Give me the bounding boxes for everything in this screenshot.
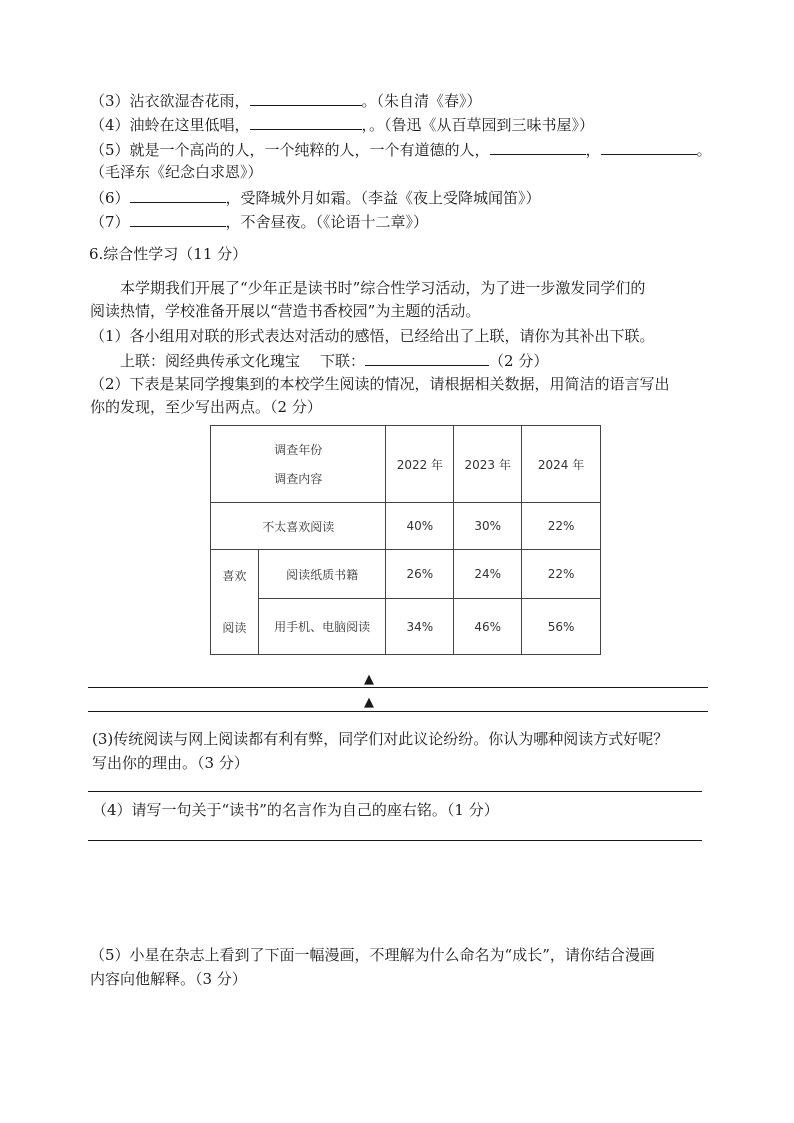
year-2023: 2023 年 (454, 426, 522, 503)
q6-heading: 6.综合性学习（11 分） (89, 245, 248, 263)
q5-item-6 (90, 187, 541, 208)
q6-intro-line-2: 阅读热情，学校准备开展以“营造书香校园”为主题的活动。 (90, 302, 481, 320)
year-2022: 2022 年 (386, 426, 454, 503)
q5-item-7-blank[interactable] (130, 211, 226, 227)
q6-sub2-line-1: （2）下表是某同学搜集到的本校学生阅读的情况，请根据相关数据，用简洁的语言写出 (90, 375, 670, 393)
header-content-label: 调查内容 (274, 472, 323, 486)
q5-item-5-blank-2[interactable] (601, 139, 697, 155)
q6-sub4-answer-line[interactable] (88, 840, 702, 841)
cell-value: 56% (522, 599, 601, 655)
q5-item-5-end: 。 (696, 141, 712, 159)
q6-sub3-line-1: (3)传统阅读与网上阅读都有利有弊，同学们对此议论纷纷。你认为哪种阅读方式好呢？ (92, 730, 669, 748)
cell-value: 22% (522, 550, 601, 599)
table-row (211, 503, 601, 550)
q6-intro-line-1: 本学期我们开展了“少年正是读书时”综合性学习活动，为了进一步激发同学们的 (120, 279, 646, 297)
row-label-digital: 用手机、电脑阅读 (258, 599, 386, 655)
cell-value: 30% (454, 503, 522, 550)
q6-sub1-couplet (120, 350, 548, 371)
q5-item-4 (90, 114, 594, 135)
q5-item-5 (90, 139, 712, 160)
q5-item-4-source: ，。（鲁迅《从百草园到三味书屋》） (361, 116, 595, 134)
cell-value: 40% (386, 503, 454, 550)
q5-item-5-source: （毛泽东《纪念白求恩》） (90, 163, 263, 181)
q5-item-5-comma: ， (585, 141, 601, 159)
q5-item-4-prompt: （4）油蛉在这里低唱， (90, 116, 250, 134)
q5-item-7-source: ，不舍昼夜。（《论语十二章》） (225, 213, 429, 231)
cell-value: 26% (386, 550, 454, 599)
answer-line-2[interactable] (88, 711, 708, 712)
q5-item-3-prompt: （3）沾衣欲湿杏花雨， (90, 92, 250, 110)
q6-sub3-answer-line[interactable] (88, 791, 702, 792)
cell-value: 46% (454, 599, 522, 655)
q5-item-3-blank[interactable] (250, 90, 362, 106)
q5-item-7 (90, 211, 428, 232)
q5-item-5-prompt: （5）就是一个高尚的人，一个纯粹的人，一个有道德的人， (90, 141, 490, 159)
q5-item-7-prompt: （7） (90, 213, 130, 231)
q6-sub1-score: （2 分） (489, 352, 549, 370)
cell-value: 22% (522, 503, 601, 550)
q6-sub4-prompt: （4）请写一句关于“读书”的名言作为自己的座右铭。（1 分） (92, 801, 499, 819)
q5-item-6-source: ，受降城外月如霜。（李益《夜上受降城闻笛》） (225, 189, 541, 207)
q6-lower-couplet-label: 下联： (320, 352, 366, 370)
answer-line-1[interactable] (88, 687, 708, 688)
table-header-row (211, 426, 601, 503)
q5-item-3-source: 。（朱自清《春》） (361, 92, 482, 110)
q5-item-5-blank-1[interactable] (490, 139, 586, 155)
row-label-paper: 阅读纸质书籍 (258, 550, 386, 599)
year-2024: 2024 年 (522, 426, 601, 503)
q6-sub1-prompt: （1）各小组用对联的形式表达对活动的感悟，已经给出了上联，请你为其补出下联。 (90, 327, 655, 345)
row-label-dislike: 不太喜欢阅读 (211, 503, 386, 550)
q5-item-4-blank[interactable] (250, 114, 362, 130)
q6-sub5-line-2: 内容向他解释。（3 分） (90, 970, 247, 988)
table-row (211, 550, 601, 599)
q5-item-3 (90, 90, 482, 111)
header-year-label: 调查年份 (274, 443, 323, 457)
table-row (211, 599, 601, 655)
q6-upper-couplet: 上联：阅经典传承文化瑰宝 (120, 352, 301, 370)
answer-marker-2: ▲ (364, 695, 374, 710)
group-label-like-reading: 喜欢 阅读 (211, 550, 259, 655)
q5-item-6-prompt: （6） (90, 189, 130, 207)
q6-sub3-line-2: 写出你的理由。（3 分） (92, 754, 249, 772)
cell-value: 34% (386, 599, 454, 655)
q6-sub5-line-1: （5）小星在杂志上看到了下面一幅漫画，不理解为什么命名为“成长”，请你结合漫画 (90, 946, 655, 964)
q5-item-6-blank[interactable] (130, 187, 226, 203)
answer-marker-1: ▲ (364, 672, 374, 687)
cell-value: 24% (454, 550, 522, 599)
table-diagonal-header (211, 426, 386, 503)
reading-survey-table (210, 425, 601, 655)
q6-sub2-line-2: 你的发现，至少写出两点。（2 分） (90, 398, 322, 416)
q6-lower-couplet-blank[interactable] (365, 350, 489, 366)
